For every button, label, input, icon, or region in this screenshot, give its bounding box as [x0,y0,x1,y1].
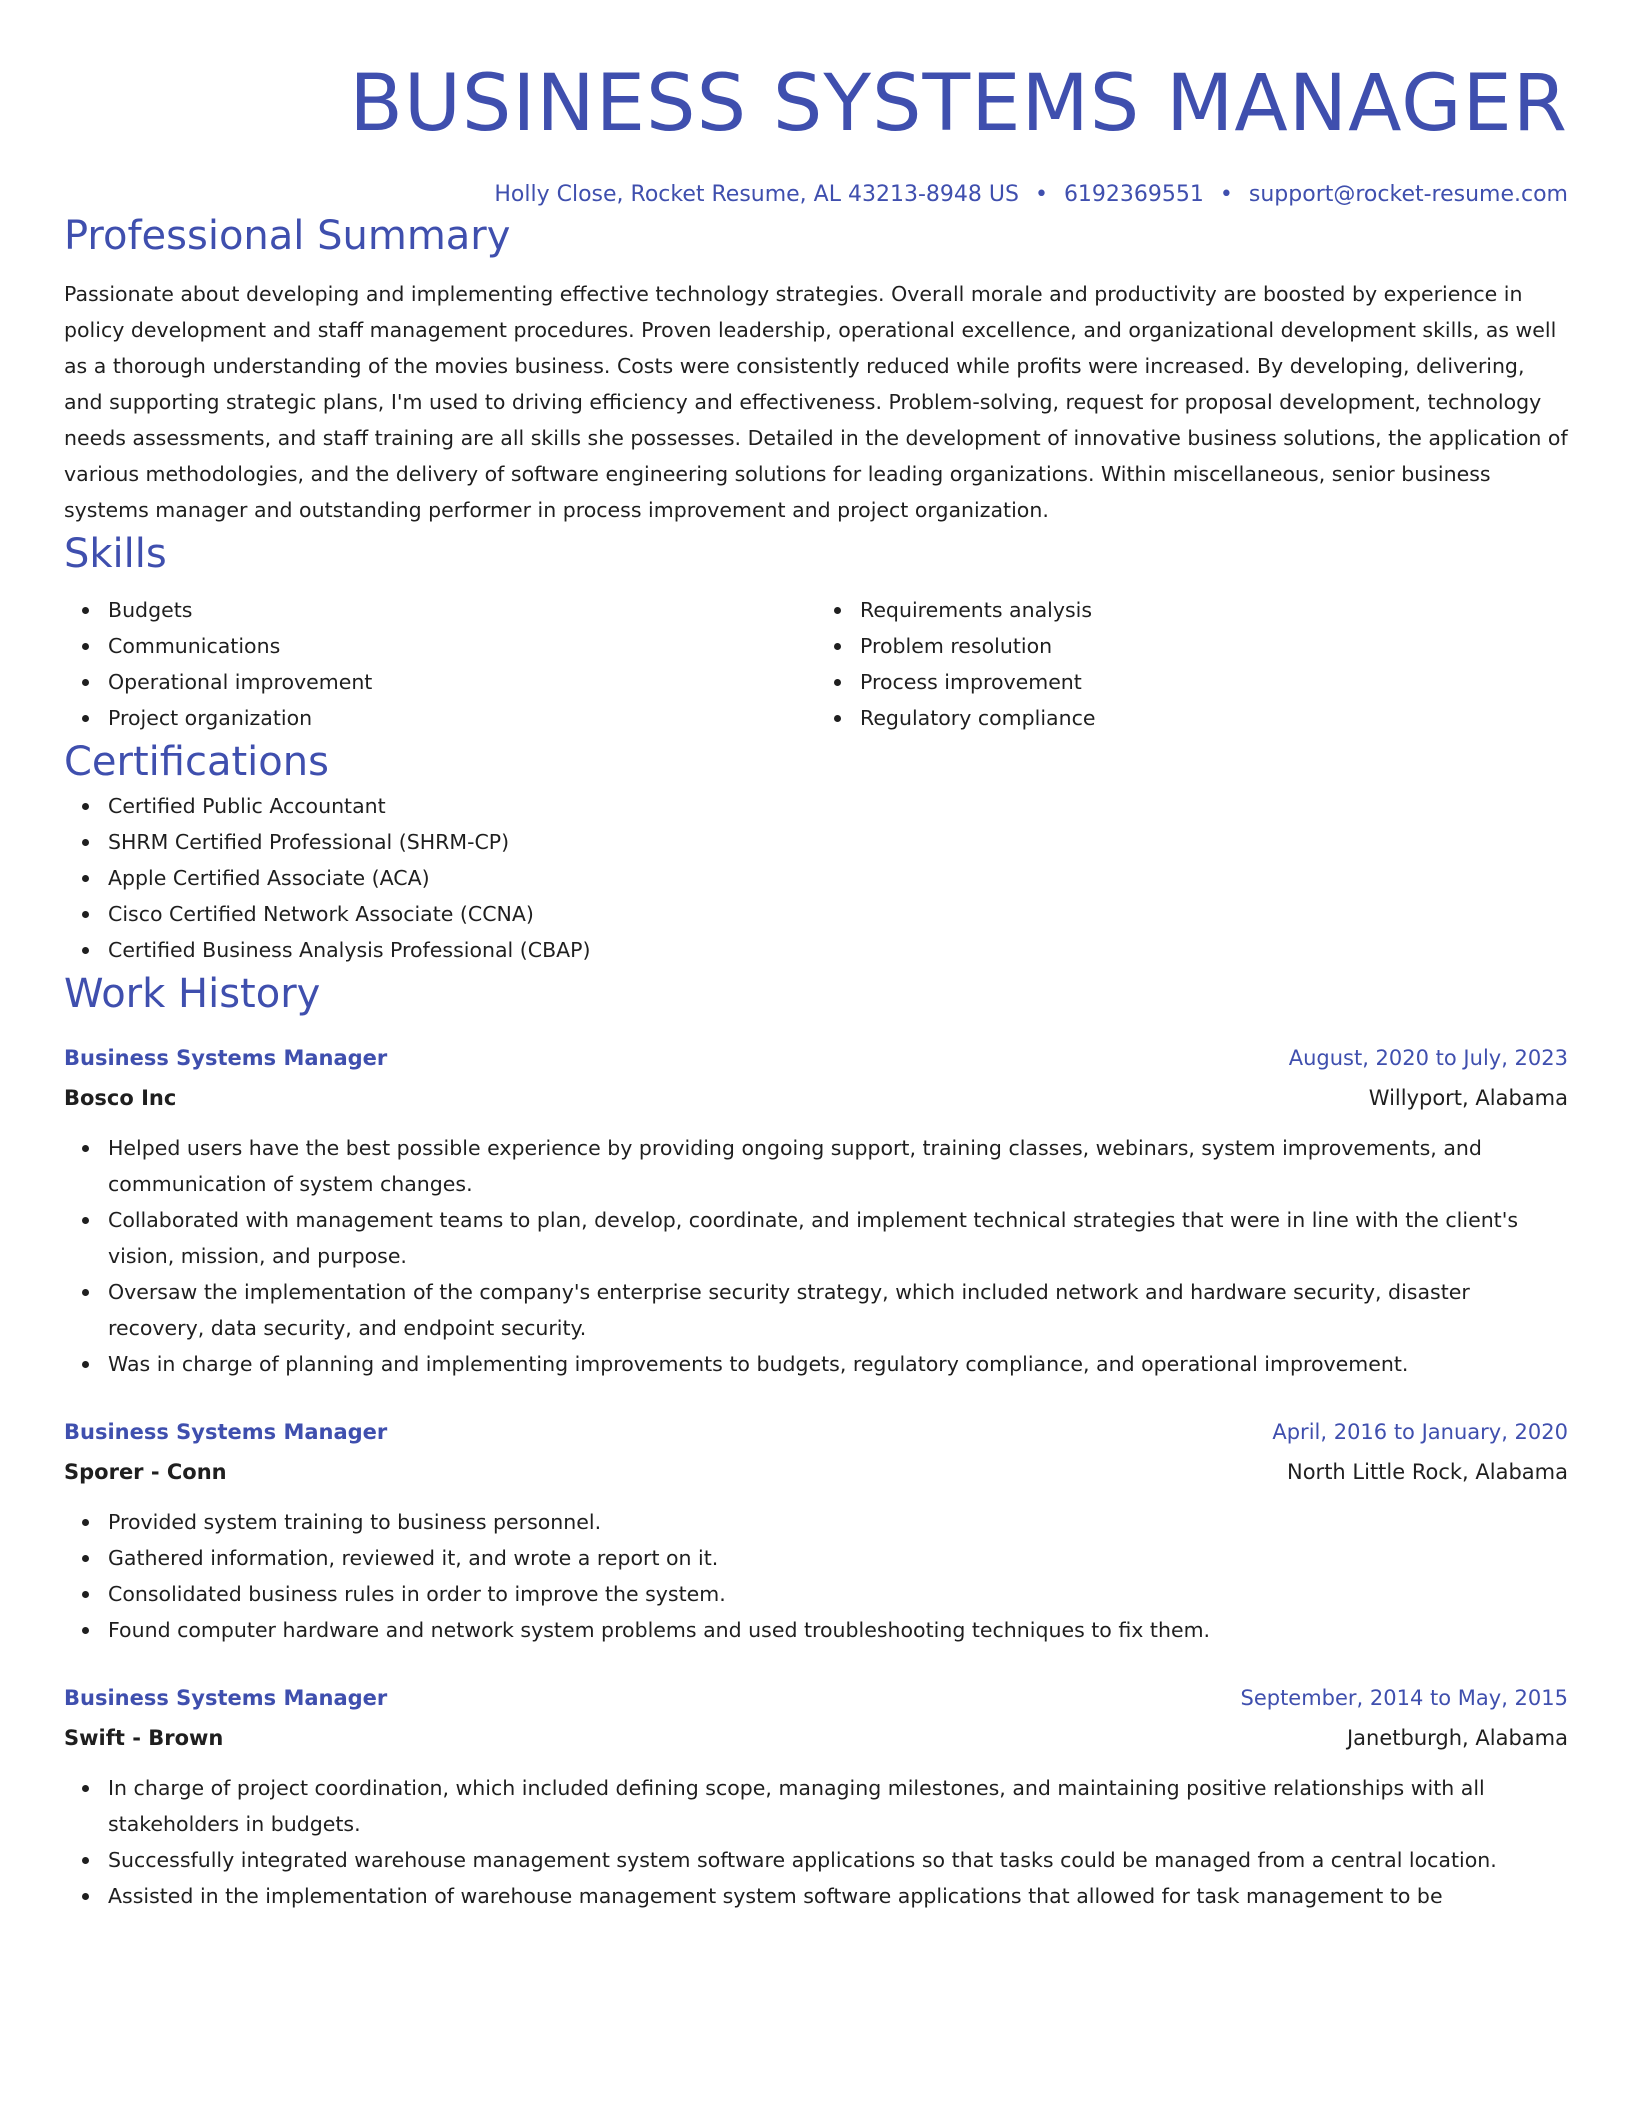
job-entry [64,1038,1568,1382]
job-dates: September, 2014 to May, 2015 [1240,1686,1568,1710]
job-bullets [64,1504,1568,1648]
job-company: Bosco Inc [64,1086,177,1110]
separator-dot: • [1219,182,1233,207]
job-subheader [64,1718,1568,1758]
job-dates: August, 2020 to July, 2023 [1288,1046,1568,1070]
job-title: Business Systems Manager [64,1420,388,1444]
job-bullet: Oversaw the implementation of the company's enterprise security strategy, which included network and hardware security, disaster recovery, data security, and endpoint security. [108,1274,1568,1346]
certification-item: SHRM Certified Professional (SHRM-CP) [108,824,1568,860]
contact-line [64,180,1568,210]
job-subheader [64,1078,1568,1118]
skills-column-left [64,592,816,736]
certification-item: Certified Public Accountant [108,788,1568,824]
job-bullet: Successfully integrated warehouse management system software applications so that tasks could be managed from a central location. [108,1842,1568,1878]
job-title: Business Systems Manager [64,1686,388,1710]
job-bullets [64,1130,1568,1382]
job-bullet: Was in charge of planning and implementing improvements to budgets, regulatory compliance, and operational improvement. [108,1346,1568,1382]
job-header [64,1412,1568,1452]
skills-column-right [816,592,1568,736]
skill-item: Regulatory compliance [860,700,1568,736]
summary-heading: Professional Summary [64,213,511,259]
job-company: Swift - Brown [64,1726,224,1750]
skill-item: Problem resolution [860,628,1568,664]
job-subheader [64,1452,1568,1492]
skills-heading: Skills [64,531,167,577]
job-bullets [64,1770,1568,1914]
job-bullet: In charge of project coordination, which included defining scope, managing milestones, and maintaining positive relationships with all stakeholders in budgets. [108,1770,1568,1842]
resume-title: BUSINESS SYSTEMS MANAGER [349,59,1568,149]
job-bullet: Assisted in the implementation of warehouse management system software applications that allowed for task management to be [108,1878,1568,1914]
certifications-heading: Certifications [64,739,329,785]
skills-list [64,592,1568,736]
job-entry [64,1678,1568,1914]
separator-dot: • [1034,182,1048,207]
job-bullet: Gathered information, reviewed it, and wrote a report on it. [108,1540,1568,1576]
job-dates: April, 2016 to January, 2020 [1272,1420,1568,1444]
job-bullet: Found computer hardware and network system problems and used troubleshooting techniques to fix them. [108,1612,1568,1648]
skill-item: Budgets [108,592,816,628]
skill-item: Process improvement [860,664,1568,700]
job-entry [64,1412,1568,1648]
contact-phone: 6192369551 [1063,182,1204,207]
certification-item: Apple Certified Associate (ACA) [108,860,1568,896]
job-title: Business Systems Manager [64,1046,388,1070]
certifications-list [64,788,1568,968]
job-header [64,1038,1568,1078]
job-bullet: Provided system training to business personnel. [108,1504,1568,1540]
certification-item: Certified Business Analysis Professional (CBAP) [108,932,1568,968]
contact-email[interactable]: support@rocket-resume.com [1248,182,1568,207]
skill-item: Communications [108,628,816,664]
job-bullet: Helped users have the best possible experience by providing ongoing support, training classes, webinars, system improvements, and communication of system changes. [108,1130,1568,1202]
certification-item: Cisco Certified Network Associate (CCNA) [108,896,1568,932]
job-location: Willyport, Alabama [1368,1086,1568,1110]
job-bullet: Collaborated with management teams to plan, develop, coordinate, and implement technical strategies that were in line with the client's vision, mission, and purpose. [108,1202,1568,1274]
skill-item: Operational improvement [108,664,816,700]
job-header [64,1678,1568,1718]
job-company: Sporer - Conn [64,1460,227,1484]
summary-text: Passionate about developing and implementing effective technology strategies. Overall morale and productivity are boosted by experience in policy development and staff management procedures. Proven leadership, operational excellence, and organizational development skills, as well as a thorough understanding of the movies business. Costs were consistently reduced while profits were increased. By developing, delivering, and supporting strategic plans, I'm used to driving efficiency and effectiveness. Problem-solving, request for proposal development, technology needs assessments, and staff training are all skills she possesses. Detailed in the development of innovative business solutions, the application of various methodologies, and the delivery of software engineering solutions for leading organizations. Within miscellaneous, senior business systems manager and outstanding performer in process improvement and project organization. [64,282,1568,522]
skill-item: Project organization [108,700,816,736]
skill-item: Requirements analysis [860,592,1568,628]
job-bullet: Consolidated business rules in order to improve the system. [108,1576,1568,1612]
job-location: North Little Rock, Alabama [1287,1460,1568,1484]
contact-address: Holly Close, Rocket Resume, AL 43213-8948 US [494,182,1019,207]
work-history-heading: Work History [64,971,321,1017]
job-location: Janetburgh, Alabama [1346,1726,1568,1750]
